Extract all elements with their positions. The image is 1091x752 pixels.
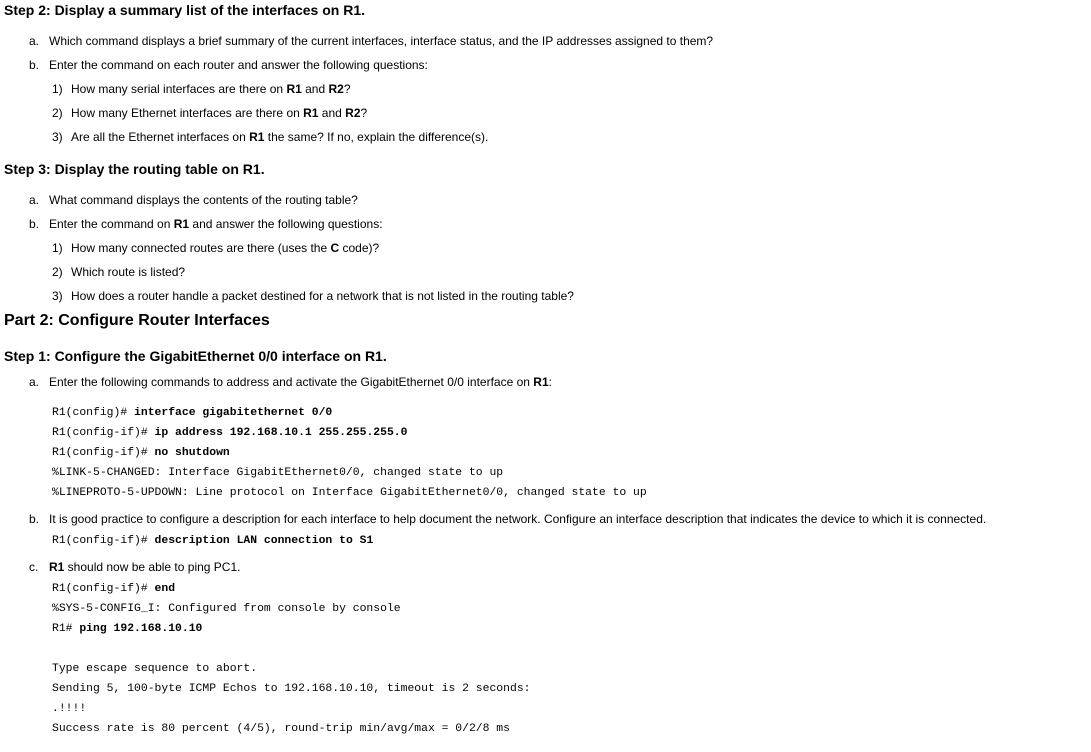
- code-command: interface gigabitethernet 0/0: [134, 407, 333, 419]
- question-text: and: [301, 82, 329, 96]
- step1-item-b: [29, 512, 986, 526]
- step3-heading: Step 3: Display the routing table on R1.: [4, 161, 265, 177]
- step3-question-2: [52, 265, 185, 279]
- item-text: It is good practice to configure a description for each interface to help document the network. Configure an interface description that indicates the device to which it is connected.: [49, 512, 987, 526]
- router-name: R1: [249, 130, 265, 144]
- step2-heading: Step 2: Display a summary list of the interfaces on R1.: [4, 2, 365, 18]
- code-line: [52, 723, 510, 735]
- item-label: a.: [29, 375, 40, 389]
- item-label: c.: [29, 560, 39, 574]
- question-text: ?: [360, 106, 368, 120]
- item-text: should now be able to ping PC1.: [64, 560, 241, 574]
- code-output: %LINEPROTO-5-UPDOWN: Line protocol on Interface GigabitEthernet0/0, changed state to up: [52, 487, 647, 499]
- router-name: R2: [345, 106, 361, 120]
- step2-item-b: [29, 58, 428, 72]
- code-output: Sending 5, 100-byte ICMP Echos to 192.168.10.10, timeout is 2 seconds:: [52, 683, 531, 695]
- item-text: Enter the command on: [49, 217, 174, 231]
- router-name: R1: [173, 217, 190, 231]
- code-line: [52, 583, 175, 595]
- item-text: and answer the following questions:: [189, 217, 383, 231]
- code-output: .!!!!: [52, 703, 87, 715]
- code-output: %SYS-5-CONFIG_I: Configured from console by console: [52, 603, 401, 615]
- code-line: [52, 603, 401, 615]
- code-prompt: R1(config-if)#: [52, 447, 155, 459]
- step3-question-1: [52, 241, 379, 255]
- step2-question-3: [52, 130, 488, 144]
- code-line: [52, 407, 332, 419]
- step3-item-b: [29, 217, 383, 231]
- code-command: ping 192.168.10.10: [79, 623, 203, 635]
- code-prompt: R1(config)#: [52, 407, 135, 419]
- step3-item-a: [29, 193, 358, 207]
- question-number: 2): [52, 106, 63, 120]
- item-label: b.: [29, 512, 40, 526]
- code-line: [52, 447, 230, 459]
- question-text: ?: [343, 82, 351, 96]
- item-label: a.: [29, 193, 40, 207]
- question-text: How does a router handle a packet destined for a network that is not listed in the routing table?: [71, 289, 574, 303]
- code-command: no shutdown: [154, 447, 230, 459]
- code-line: [52, 683, 531, 695]
- item-text: Enter the command on each router and answer the following questions:: [49, 58, 428, 72]
- part2-heading: Part 2: Configure Router Interfaces: [4, 312, 270, 329]
- code-output: Success rate is 80 percent (4/5), round-trip min/avg/max = 0/2/8 ms: [52, 723, 510, 735]
- question-text: How many connected routes are there (uses the: [71, 241, 331, 255]
- question-text: Which route is listed?: [71, 265, 186, 279]
- item-text: Which command displays a brief summary of the current interfaces, interface status, and the IP addresses assigned to them?: [49, 34, 714, 48]
- router-name: R1: [303, 106, 319, 120]
- code-line: [52, 663, 257, 675]
- item-label: a.: [29, 34, 40, 48]
- question-text: How many serial interfaces are there on: [71, 82, 287, 96]
- step3-question-3: [52, 289, 574, 303]
- question-number: 2): [52, 265, 63, 279]
- code-line: [52, 623, 202, 635]
- item-text: :: [548, 375, 552, 389]
- question-number: 3): [52, 130, 63, 144]
- router-name: R1: [533, 375, 549, 389]
- code-prompt: R1(config-if)#: [52, 427, 155, 439]
- question-text: the same? If no, explain the difference(s).: [264, 130, 489, 144]
- question-number: 1): [52, 82, 63, 96]
- code-output: Type escape sequence to abort.: [52, 663, 258, 675]
- route-code: C: [330, 241, 340, 255]
- code-prompt: R1#: [52, 623, 80, 635]
- question-number: 1): [52, 241, 63, 255]
- code-output: %LINK-5-CHANGED: Interface GigabitEthernet0/0, changed state to up: [52, 467, 504, 479]
- question-text: code)?: [339, 241, 380, 255]
- code-command: ip address 192.168.10.1 255.255.255.0: [154, 427, 408, 439]
- step1-item-a: [29, 375, 552, 389]
- code-command: description LAN connection to S1: [154, 535, 374, 547]
- question-text: and: [318, 106, 346, 120]
- code-line: [52, 703, 86, 715]
- question-text: How many Ethernet interfaces are there on: [71, 106, 304, 120]
- step2-question-2: [52, 106, 367, 120]
- router-name: R2: [328, 82, 344, 96]
- code-line: [52, 427, 407, 439]
- code-line: [52, 535, 373, 547]
- item-text: What command displays the contents of the routing table?: [49, 193, 358, 207]
- step2-question-1: [52, 82, 351, 96]
- code-prompt: R1(config-if)#: [52, 583, 155, 595]
- code-line: [52, 467, 503, 479]
- question-number: 3): [52, 289, 63, 303]
- item-label: b.: [29, 58, 40, 72]
- code-line: [52, 487, 647, 499]
- code-prompt: R1(config-if)#: [52, 535, 155, 547]
- router-name: R1: [286, 82, 302, 96]
- item-text: Enter the following commands to address and activate the GigabitEthernet 0/0 interface on: [49, 375, 534, 389]
- step1-item-c: [29, 560, 240, 574]
- question-text: Are all the Ethernet interfaces on: [71, 130, 250, 144]
- code-command: end: [154, 583, 176, 595]
- item-label: b.: [29, 217, 40, 231]
- step2-item-a: [29, 34, 713, 48]
- step1-heading: Step 1: Configure the GigabitEthernet 0/0 interface on R1.: [4, 348, 387, 364]
- router-name: R1: [49, 560, 65, 574]
